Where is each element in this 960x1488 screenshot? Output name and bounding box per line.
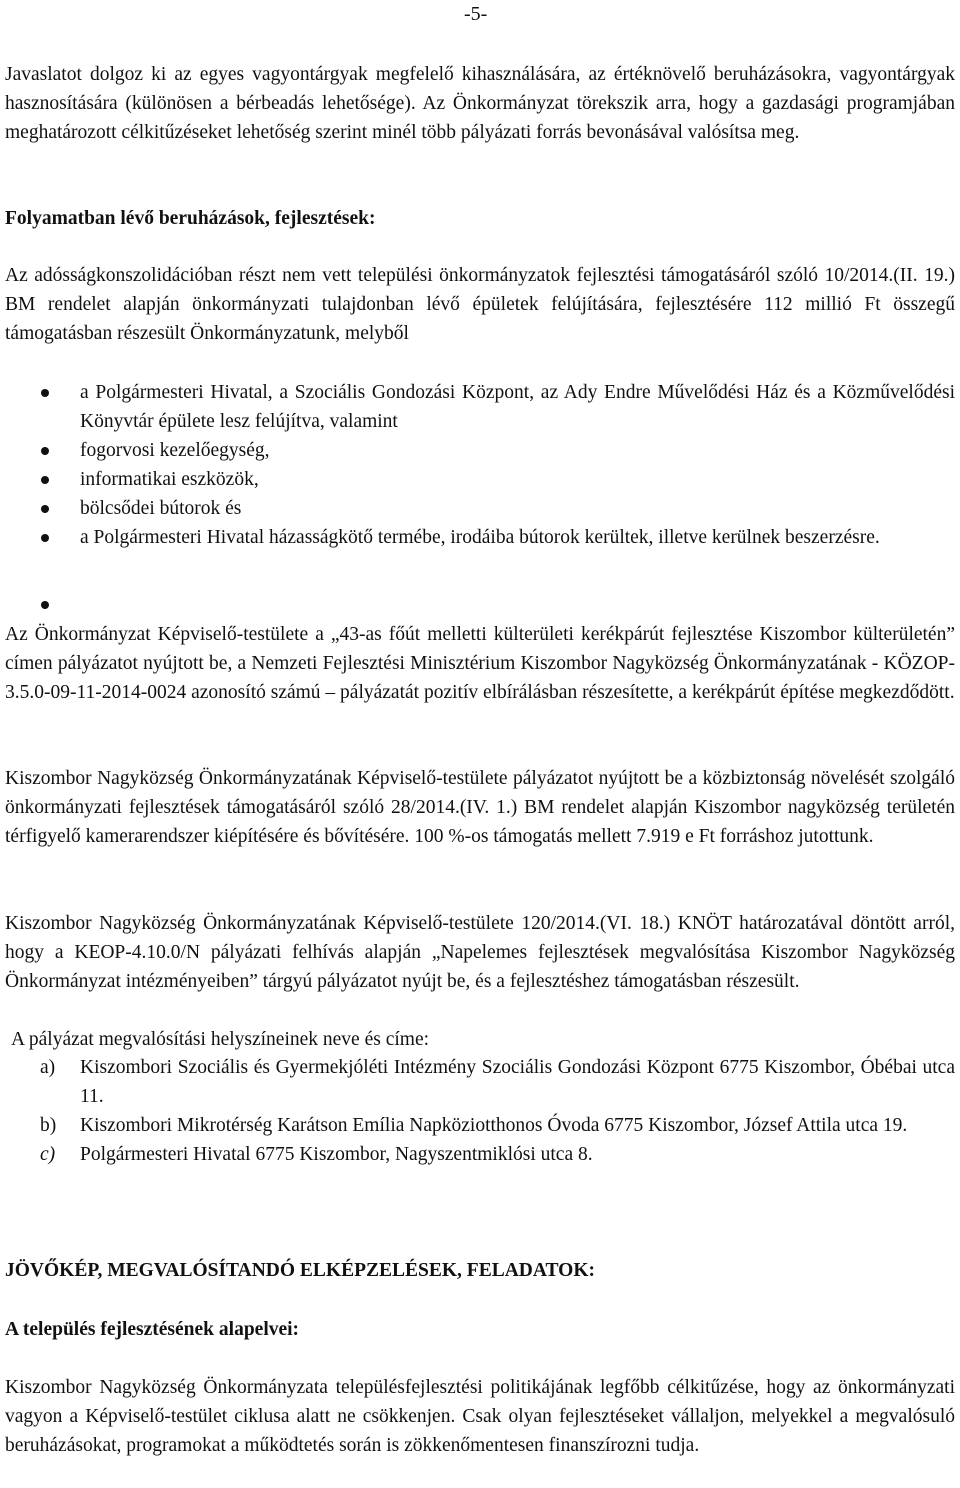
list-item [5, 436, 955, 465]
bullet-icon [41, 389, 49, 397]
list-item-text: bölcsődei bútorok és [80, 498, 242, 519]
list-item-text: fogorvosi kezelőegység, [80, 440, 270, 461]
list-item [5, 1140, 955, 1169]
page-number: -5- [464, 3, 488, 25]
bullet-icon [41, 476, 49, 484]
section-heading-future: JÖVŐKÉP, MEGVALÓSÍTANDÓ ELKÉPZELÉSEK, FELADATOK: [5, 1260, 595, 1281]
list-item-text: Polgármesteri Hivatal 6775 Kiszombor, Nagyszentmiklósi utca 8. [80, 1144, 593, 1165]
bullet-icon [41, 534, 49, 542]
intro-paragraph: Javaslatot dolgoz ki az egyes vagyontárgyak megfelelő kihasználására, az értéknövelő beruházásokra, vagyontárgyak hasznosítására (különösen a bérbeadás lehetősége). Az Önkormányzat törekszik arra, hogy a gazdasági programjában meghatározott célkitűzéseket lehetőség szerint minél több pályázati forrás bevonásával valósítsa meg. [5, 64, 955, 143]
list-marker: b) [40, 1115, 57, 1136]
list-item [5, 1111, 955, 1140]
principles-paragraph: Kiszombor Nagyközség Önkormányzata településfejlesztési politikájának legfőbb célkitűzése, hogy az önkormányzati vagyon a Képviselő-testület ciklusa alatt ne csökkenjen. Csak olyan fejlesztéseket vállaljon, melyekkel a megvalósuló beruházásokat, programokat a működtetés során is zökkenőmentesen finanszírozni tudja. [5, 1377, 955, 1456]
list-marker: c) [40, 1144, 56, 1165]
section-subheading-principles: A település fejlesztésének alapelvei: [5, 1319, 300, 1340]
bike-path-paragraph: Az Önkormányzat Képviselő-testülete a „43-as főút melletti külterületi kerékpárút fejlesztése Kiszombor külterületén” címen pályázatot nyújtott be, a Nemzeti Fejlesztési Minisztérium Kiszombor Nagyközség Önkormányzatának - KÖZOP-3.5.0-09-11-2014-0024 azonosító számú – pályázatát pozitív elbírálásban részesítette, a kerékpárút építése megkezdődött. [5, 624, 955, 703]
list-item-text: a Polgármesteri Hivatal, a Szociális Gondozási Központ, az Ady Endre Művelődési Ház és a Közművelődési Könyvtár épülete lesz felújítva, valamint [80, 382, 955, 432]
list-item [5, 378, 955, 436]
list-item [5, 1053, 955, 1111]
list-item-text: Kiszombori Szociális és Gyermekjóléti Intézmény Szociális Gondozási Központ 6775 Kiszombor, Óbébai utca 11. [80, 1057, 955, 1107]
bullet-icon [41, 447, 49, 455]
list-item [5, 465, 955, 494]
list-item-text: a Polgármesteri Hivatal házasságkötő termébe, irodáiba bútorok kerültek, illetve kerülnek beszerzésre. [80, 527, 880, 548]
list-item [5, 523, 955, 552]
list-item-text: informatikai eszközök, [80, 469, 259, 490]
locations-intro: A pályázat megvalósítási helyszíneinek neve és címe: [11, 1029, 430, 1050]
locations-list [5, 1053, 955, 1169]
ongoing-paragraph: Az adósságkonszolidációban részt nem vett települési önkormányzatok fejlesztési támogatásáról szóló 10/2014.(II. 19.) BM rendelet alapján önkormányzati tulajdonban lévő épületek felújítására, fejlesztésére 112 millió Ft összegű támogatásban részesült Önkormányzatunk, melyből [5, 265, 955, 344]
empty-bullet-icon [41, 601, 49, 609]
bullet-icon [41, 505, 49, 513]
ongoing-bullet-list [5, 378, 955, 552]
section-heading-ongoing: Folyamatban lévő beruházások, fejlesztések: [5, 208, 376, 229]
camera-system-paragraph: Kiszombor Nagyközség Önkormányzatának Képviselő-testülete pályázatot nyújtott be a közbiztonság növelését szolgáló önkormányzati fejlesztések támogatásáról szóló 28/2014.(IV. 1.) BM rendelet alapján Kiszombor nagyközség területén térfigyelő kamerarendszer kiépítésére és bővítésére. 100 %-os támogatás mellett 7.919 e Ft forráshoz jutottunk. [5, 768, 955, 847]
list-item [5, 494, 955, 523]
list-marker: a) [40, 1057, 56, 1078]
list-item-text: Kiszombori Mikrotérség Karátson Emília Napköziotthonos Óvoda 6775 Kiszombor, József Attila utca 19. [80, 1115, 908, 1136]
solar-project-paragraph: Kiszombor Nagyközség Önkormányzatának Képviselő-testülete 120/2014.(VI. 18.) KNÖT határozatával döntött arról, hogy a KEOP-4.10.0/N pályázati felhívás alapján „Napelemes fejlesztések megvalósítása Kiszombor Nagyközség Önkormányzat intézményeiben” tárgyú pályázatot nyújt be, és a fejlesztéshez támogatásban részesült. [5, 913, 955, 992]
